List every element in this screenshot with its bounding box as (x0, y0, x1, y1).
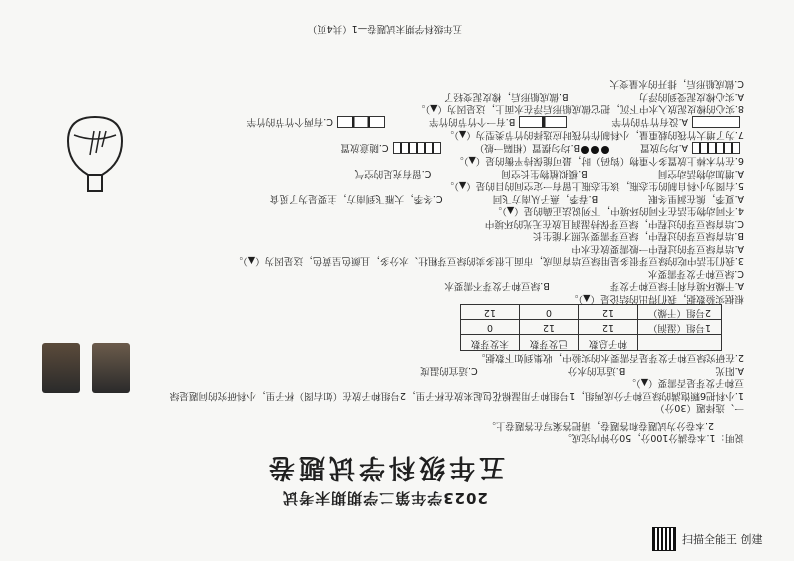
question-1: 1.小科把6颗饱满的绿豆种子分成两组，1号组种子用湿棉花包起来放在杯子里，2号组种子放在（如右图）杯子里，小科研究的问题是绿豆种子发芽是否需要（▲）。 (169, 377, 744, 401)
question-2-text: 根据实验数据，我们得出的结论是（▲）。 (568, 292, 744, 304)
q1-option-c: C.适宜的温度 (420, 364, 478, 376)
table-cell: 12 (578, 319, 637, 334)
q3-option-a: A.培育绿豆芽的过程中一般需要放在水中 (571, 242, 744, 254)
table-header-cell: 种子总数 (578, 335, 637, 350)
q6-option-b-label: B.均匀摆置（相隔一般） (474, 141, 581, 153)
q5-option-a: A.增加动物活动空间 (657, 167, 744, 179)
question-5: 5.右图为小科自制的生态瓶，该生态瓶上留有一定空间的目的是（▲）。 (444, 180, 744, 192)
q8-option-a: A.实心橡皮泥受到的浮力 (638, 90, 744, 102)
cup-image (92, 343, 130, 393)
note-1: 说明：1.本卷满分100分，50分钟内完成。 (562, 432, 744, 443)
question-4-options (39, 191, 744, 203)
section-heading: 一、选择题（30分） (655, 402, 744, 413)
q7-option-c (247, 114, 390, 127)
table-header-cell (637, 335, 721, 350)
q4-option-a: A.夏季，熊在洞里冬眠 (648, 192, 744, 204)
q2-option-c: C.绿豆种子发芽需要水 (647, 267, 744, 279)
q4-option-b: B.春季，燕子从南方飞回 (492, 192, 599, 204)
q7-option-a (611, 114, 744, 127)
q7-option-c-label: C.有两个竹节的竹竿 (246, 115, 333, 127)
q3-option-b: B.培育绿豆芽的过程中，绿豆芽需要光照才能生长 (532, 230, 744, 242)
eco-bottle-figure (50, 103, 140, 193)
table-header-cell: 未发芽数 (460, 335, 519, 350)
q4-option-c: C.冬季，大雁飞到南方，主要是为了觅食 (269, 192, 443, 204)
question-6: 6.在竹木棒上放置多个重物（钩码）时，最可能保持平衡的是（▲）。 (454, 155, 744, 167)
q6-option-c-label: C.随意放置 (340, 142, 389, 153)
q5-option-b: B.模拟植物生长空间 (501, 167, 588, 179)
cup-image (42, 343, 80, 393)
q2-option-b: B.绿豆种子发芽不需要水 (444, 280, 550, 292)
question-8: 8.实心的橡皮泥放入水中下沉，把它做成船形后浮在水面上，这是因为（▲）。 (415, 103, 744, 115)
q6-option-a-label: A.均匀放置 (640, 142, 688, 153)
q6-option-b (475, 140, 611, 154)
table-cell: 2号组（干燥） (637, 304, 721, 319)
weight (601, 146, 609, 154)
exam-title: 2023学年第二学期期末考试 (282, 489, 488, 507)
q8-option-b: B.做成船形后，橡皮泥变轻了 (443, 90, 569, 102)
bamboo-one-node (519, 116, 567, 128)
q6-option-c (340, 140, 444, 154)
exam-paper (20, 18, 750, 513)
question-6-options (39, 140, 744, 154)
question-5-options (39, 166, 744, 178)
q1-option-b: B.适宜的水分 (567, 364, 626, 376)
scanner-watermark (652, 528, 763, 550)
question-7: 7.为了增大竹筏的载重量，小科制作竹筏时应选择的竹节类型为（▲）。 (444, 129, 744, 141)
q6-option-a (640, 140, 744, 154)
q8-option-c: C.做成船形后，排开的水量变大 (609, 78, 744, 90)
cups-figure (30, 333, 150, 403)
rod-figure (692, 142, 740, 154)
q3-option-c: C.培育绿豆芽的过程中，绿豆芽保持湿润且放在无光的环境中 (484, 217, 744, 229)
table-cell: 12 (460, 304, 519, 319)
q2-option-a: A.干燥环境有利于绿豆种子发芽 (609, 280, 744, 292)
bamboo-two-nodes (337, 116, 385, 128)
table-header-cell: 已发芽数 (519, 335, 578, 350)
bamboo-no-node (692, 116, 740, 128)
table-header-row (460, 335, 721, 350)
question-2: 2.在研究绿豆种子发芽是否需要水的实验中，收集到如下数据。 (475, 352, 744, 364)
eco-bottle-image (60, 113, 130, 193)
table-cell: 0 (460, 319, 519, 334)
table-cell: 12 (519, 319, 578, 334)
question-2-options (39, 279, 744, 291)
weights-figure (580, 142, 610, 154)
question-4: 4.不同动物生活在不同的环境中，下列说法正确的是（▲）。 (492, 205, 744, 217)
watermark-text: 扫描全能王 创建 (682, 533, 763, 546)
question-7-options (39, 114, 744, 127)
qr-code-icon (652, 527, 676, 551)
question-3: 3.我们生活中吃的绿豆芽很多是用绿豆培育而成，市面上很多卖的绿豆芽粗壮、水分多，且颜色呈黄色，这是因为（▲）。 (233, 255, 744, 267)
weight (591, 146, 599, 154)
instructions (104, 418, 744, 443)
q7-option-b-label: B.有一个竹节的竹竿 (429, 115, 516, 127)
weight (581, 146, 589, 154)
table-row (460, 319, 721, 334)
table-row (460, 304, 721, 319)
rod-figure (393, 142, 441, 154)
q7-option-b (429, 114, 571, 127)
q1-option-a: A.阳光 (715, 364, 744, 376)
exam-subtitle: 五年级科学试题卷 (265, 452, 506, 482)
page-footer: 五年级科学期末试题卷—1（共4页） (307, 23, 463, 35)
q5-option-c: C.留有充足的空气 (354, 167, 432, 179)
table-cell: 12 (578, 304, 637, 319)
data-table (460, 304, 722, 351)
q7-option-a-label: A.没有竹节的竹竿 (611, 115, 688, 127)
note-2: 2.本卷分为试题卷和答题卷，请把答案写在答题卷上。 (486, 419, 714, 431)
table-cell: 0 (519, 304, 578, 319)
question-8-options (39, 89, 744, 101)
table-cell: 1号组（湿润） (637, 319, 721, 334)
